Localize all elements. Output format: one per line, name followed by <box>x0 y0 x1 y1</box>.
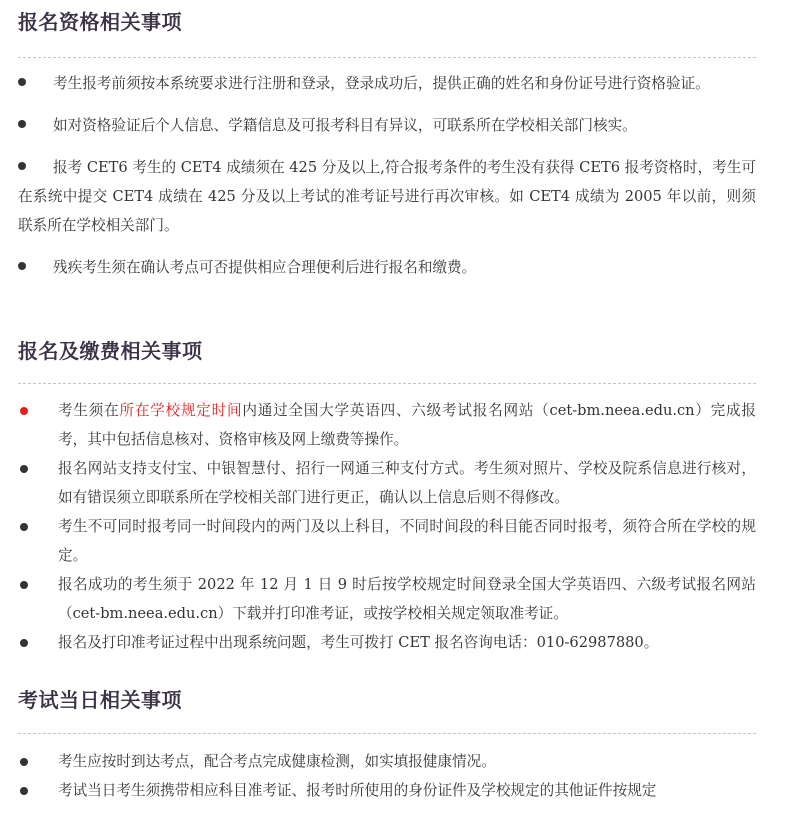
bullet-icon <box>20 639 28 647</box>
list-item: 残疾考生须在确认考点可否提供相应合理便利后进行报名和缴费。 <box>18 253 756 282</box>
section-title-exam-day: 考试当日相关事项 <box>18 688 182 712</box>
list-item: 报名成功的考生须于 2022 年 12 月 1 日 9 时后按学校规定时间登录全国大学英语四、六级考试报名网站（cet-bm.neea.edu.cn）下载并打印准考证，或按学校相关规定领取准考证。 <box>18 570 756 628</box>
list-item: 报考 CET6 考生的 CET4 成绩须在 425 分及以上,符合报考条件的考生没有获得 CET6 报考资格时，考生可在系统中提交 CET4 成绩在 425 分及以上考试的准考证号进行再次审核。如 CET4 成绩为 2005 年以前，则须联系所在学校相关部门。 <box>18 159 756 234</box>
list-item: 报名网站支持支付宝、中银智慧付、招行一网通三种支付方式。考生须对照片、学校及院系信息进行核对，如有错误须立即联系所在学校相关部门进行更正，确认以上信息后则不得修改。 <box>18 454 756 512</box>
list-item: 考生应按时到达考点，配合考点完成健康检测，如实填报健康情况。 <box>18 747 756 776</box>
bullet-icon <box>18 262 26 270</box>
section-divider <box>18 733 756 734</box>
bullet-icon <box>20 758 28 766</box>
list-item: 考生须在所在学校规定时间内通过全国大学英语四、六级考试报名网站（cet-bm.neea.edu.cn）完成报考，其中包括信息核对、资格审核及网上缴费等操作。 <box>18 396 756 454</box>
section-divider <box>18 383 756 384</box>
list-item: 考试当日考生须携带相应科目准考证、报考时所使用的身份证件及学校规定的其他证件按规定 <box>18 776 756 805</box>
bullet-icon <box>20 787 28 795</box>
bullet-icon <box>20 581 28 589</box>
bullet-icon <box>20 523 28 531</box>
eligibility-list <box>18 69 756 295</box>
list-item: 如对资格验证后个人信息、学籍信息及可报考科目有异议，可联系所在学校相关部门核实。 <box>18 111 756 140</box>
bullet-icon <box>18 78 26 86</box>
registration-payment-list <box>18 396 756 657</box>
section-title-registration-payment: 报名及缴费相关事项 <box>18 339 203 363</box>
section-title-eligibility: 报名资格相关事项 <box>18 10 182 34</box>
list-item: 考生不可同时报考同一时间段内的两门及以上科目，不同时间段的科目能否同时报考，须符合所在学校的规定。 <box>18 512 756 570</box>
bullet-icon <box>18 162 26 170</box>
list-item: 考生报考前须按本系统要求进行注册和登录，登录成功后，提供正确的姓名和身份证号进行资格验证。 <box>18 69 756 98</box>
bullet-icon <box>20 465 28 473</box>
section-divider <box>18 57 756 58</box>
bullet-icon <box>20 407 28 415</box>
exam-day-list <box>18 747 756 805</box>
highlight-text: 所在学校规定时间 <box>119 402 243 419</box>
bullet-icon <box>18 120 26 128</box>
list-item: 报名及打印准考证过程中出现系统问题，考生可拨打 CET 报名咨询电话：010-62987880。 <box>18 628 756 657</box>
